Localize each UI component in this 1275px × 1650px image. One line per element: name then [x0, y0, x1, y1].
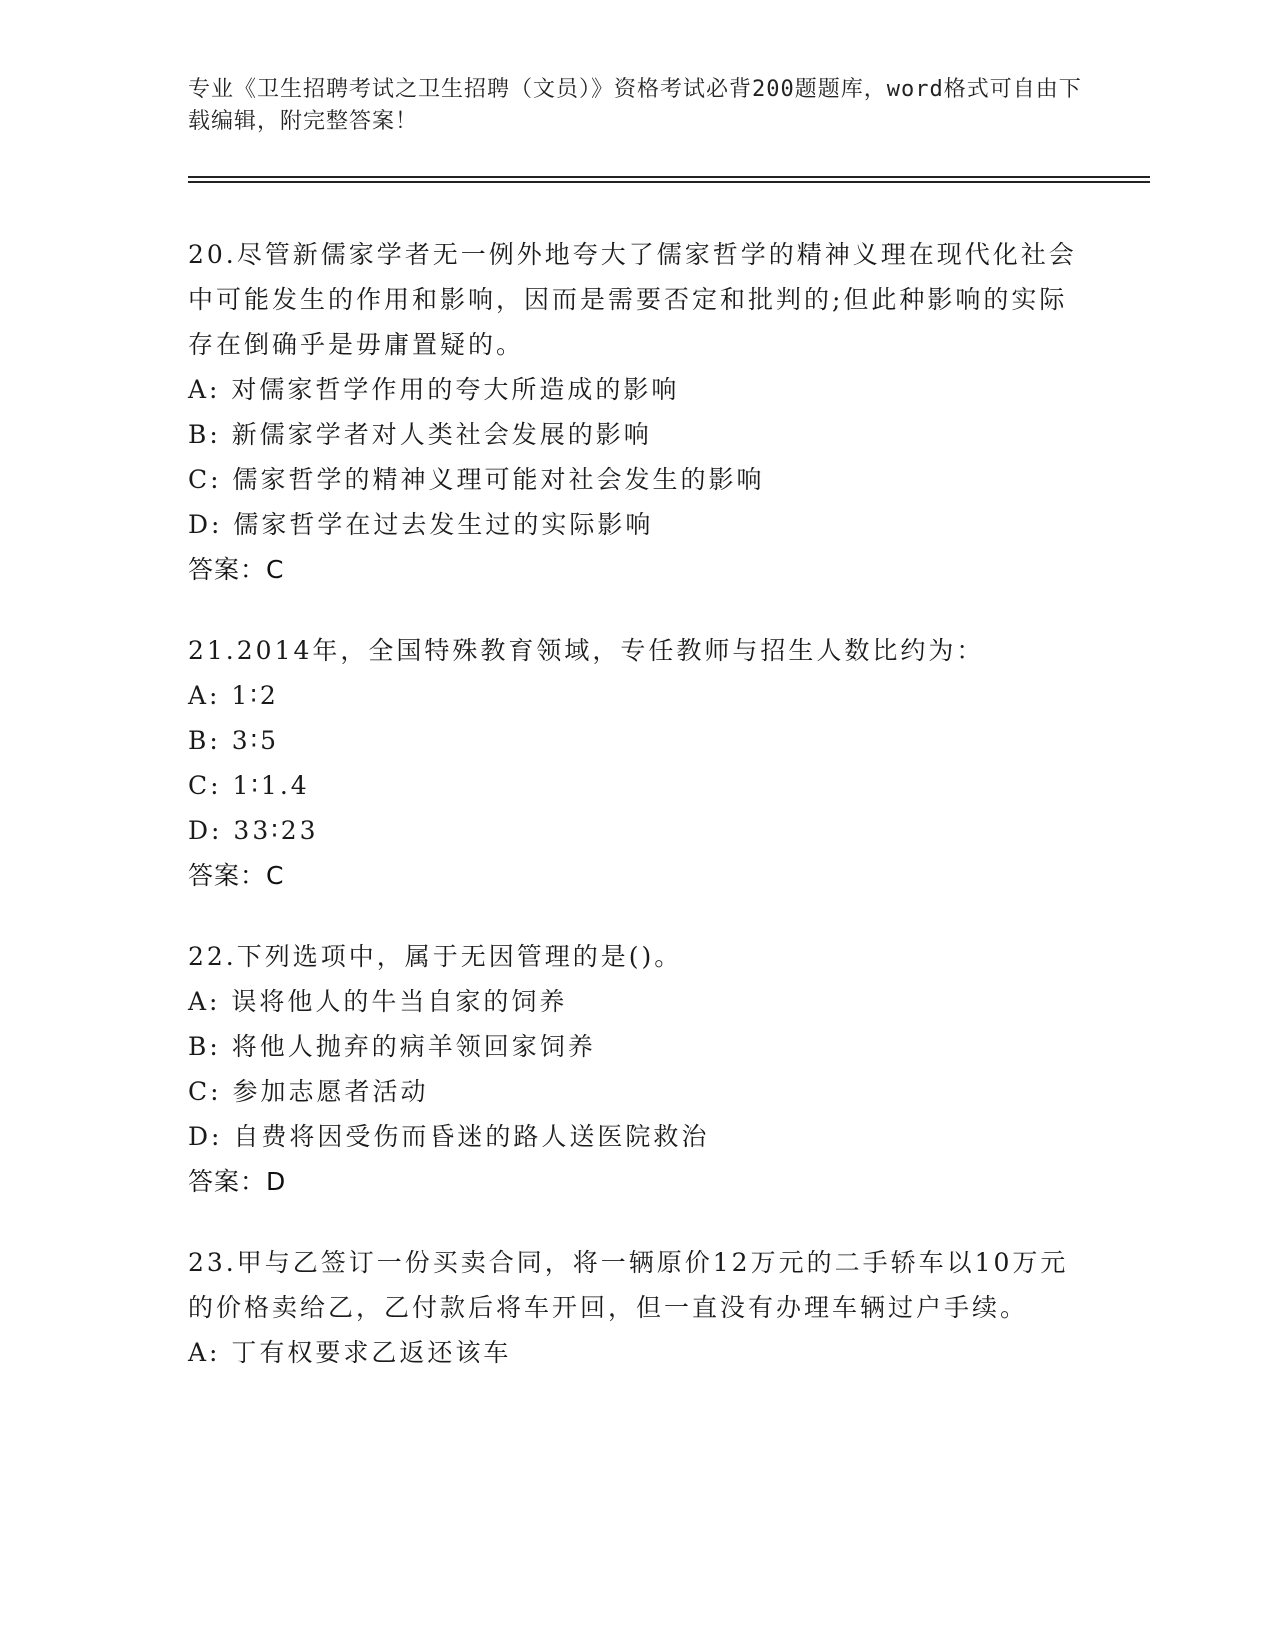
option-a: A: 1∶2	[188, 681, 279, 710]
question-stem: 23.甲与乙签订一份买卖合同，将一辆原价12万元的二手轿车以10万元的价格卖给乙，乙付款后将车开回，但一直没有办理车辆过户手续。	[188, 1248, 1069, 1322]
option-d: D: 儒家哲学在过去发生过的实际影响	[188, 510, 654, 539]
option-a: A: 对儒家哲学作用的夸大所造成的影响	[188, 375, 680, 404]
option-a: A: 丁有权要求乙返还该车	[188, 1338, 512, 1367]
option-b: B: 将他人抛弃的病羊领回家饲养	[188, 1032, 596, 1061]
question-item	[188, 934, 1088, 1204]
question-item	[188, 1240, 1088, 1375]
option-a: A: 误将他人的牛当自家的饲养	[188, 987, 568, 1016]
question-stem: 21.2014年，全国特殊教育领域，专任教师与招生人数比约为：	[188, 636, 985, 665]
answer-line: 答案：D	[188, 1167, 287, 1196]
answer-line: 答案：C	[188, 861, 285, 890]
question-item	[188, 232, 1088, 592]
option-b: B: 新儒家学者对人类社会发展的影响	[188, 420, 652, 449]
option-b: B: 3∶5	[188, 726, 280, 755]
header-rule-bottom	[188, 181, 1150, 183]
option-d: D: 自费将因受伤而昏迷的路人送医院救治	[188, 1122, 710, 1151]
answer-line: 答案：C	[188, 555, 285, 584]
header-rule-top	[188, 176, 1150, 178]
option-c: C: 参加志愿者活动	[188, 1077, 429, 1106]
question-list	[188, 232, 1088, 1411]
option-c: C: 1∶1.4	[188, 771, 310, 800]
question-stem: 20.尽管新儒家学者无一例外地夸大了儒家哲学的精神义理在现代化社会中可能发生的作用和影响，因而是需要否定和批判的;但此种影响的实际存在倒确乎是毋庸置疑的。	[188, 240, 1077, 359]
question-item	[188, 628, 1088, 898]
document-header: 专业《卫生招聘考试之卫生招聘（文员）》资格考试必背200题题库，word格式可自由下载编辑，附完整答案！	[188, 77, 1082, 134]
question-stem: 22.下列选项中，属于无因管理的是()。	[188, 942, 683, 971]
option-c: C: 儒家哲学的精神义理可能对社会发生的影响	[188, 465, 765, 494]
option-d: D: 33∶23	[188, 816, 319, 845]
